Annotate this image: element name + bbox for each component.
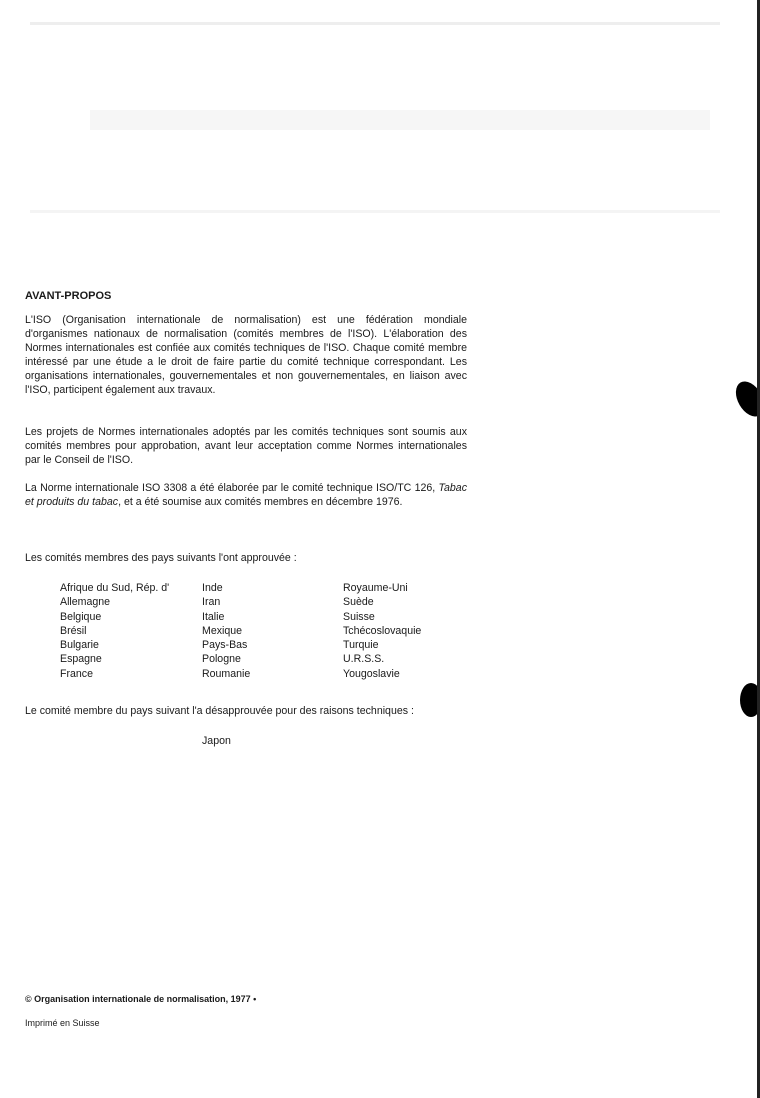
paragraph-standard	[25, 481, 467, 509]
approved-intro: Les comités membres des pays suivants l'ont approuvée :	[25, 552, 297, 564]
country-item: Yougoslavie	[343, 667, 400, 680]
country-item: Inde	[202, 582, 223, 594]
printed-in: Imprimé en Suisse	[25, 1018, 100, 1028]
paragraph-intro: L'ISO (Organisation internationale de normalisation) est une fédération mondiale d'organismes nationaux de normalisation (comités membres de l'ISO). L'élaboration des Normes internationales est confiée aux comités techniques de l'ISO. Chaque comité membre intéressé par une étude a le droit de faire partie du comité technique correspondant. Les organisations internationales, gouvernementales et non gouvernementales, en liaison avec l'ISO, participent également aux travaux.	[25, 314, 467, 396]
country-item: Italie	[202, 610, 225, 623]
country-item: Tchécoslovaquie	[343, 624, 422, 637]
committee-title: Tabac et produits du tabac	[25, 482, 467, 508]
country-item: Pologne	[202, 653, 241, 666]
para3-pre: La Norme internationale ISO 3308 a été élaborée par le comité technique ISO/TC 126,	[25, 482, 439, 494]
country-item: Brésil	[60, 624, 87, 637]
scan-hole-mark	[730, 377, 760, 422]
country-item: Mexique	[202, 624, 243, 637]
copyright: © Organisation internationale de normalisation, 1977 •	[25, 994, 257, 1004]
country-item: Suède	[343, 596, 374, 609]
country-item: Roumanie	[202, 667, 251, 680]
country-item: Allemagne	[60, 596, 111, 609]
para3-post: , et a été soumise aux comités membres en décembre 1976.	[118, 496, 403, 508]
country-item: Espagne	[60, 653, 102, 666]
country-item: Belgique	[60, 610, 102, 623]
disapproved-intro: Le comité membre du pays suivant l'a désapprouvée pour des raisons techniques :	[25, 705, 414, 717]
country-item: Suisse	[343, 610, 375, 623]
country-item: Royaume-Uni	[343, 582, 408, 594]
paragraph-approval: Les projets de Normes internationales adoptés par les comités techniques sont soumis aux comités membres pour approbation, avant leur acceptation comme Normes internationales par le Conseil de l'ISO.	[25, 426, 467, 466]
country-item: France	[60, 667, 93, 680]
section-heading: AVANT-PROPOS	[25, 290, 112, 302]
country-item: Afrique du Sud, Rép. d'	[60, 582, 170, 594]
country-item: Turquie	[343, 639, 379, 652]
country-item: U.R.S.S.	[343, 653, 385, 666]
country-item: Iran	[202, 596, 221, 609]
approved-countries-list	[60, 581, 483, 681]
country-item: Bulgarie	[60, 639, 99, 652]
disapproved-country: Japon	[202, 735, 231, 747]
country-item: Pays-Bas	[202, 639, 248, 652]
